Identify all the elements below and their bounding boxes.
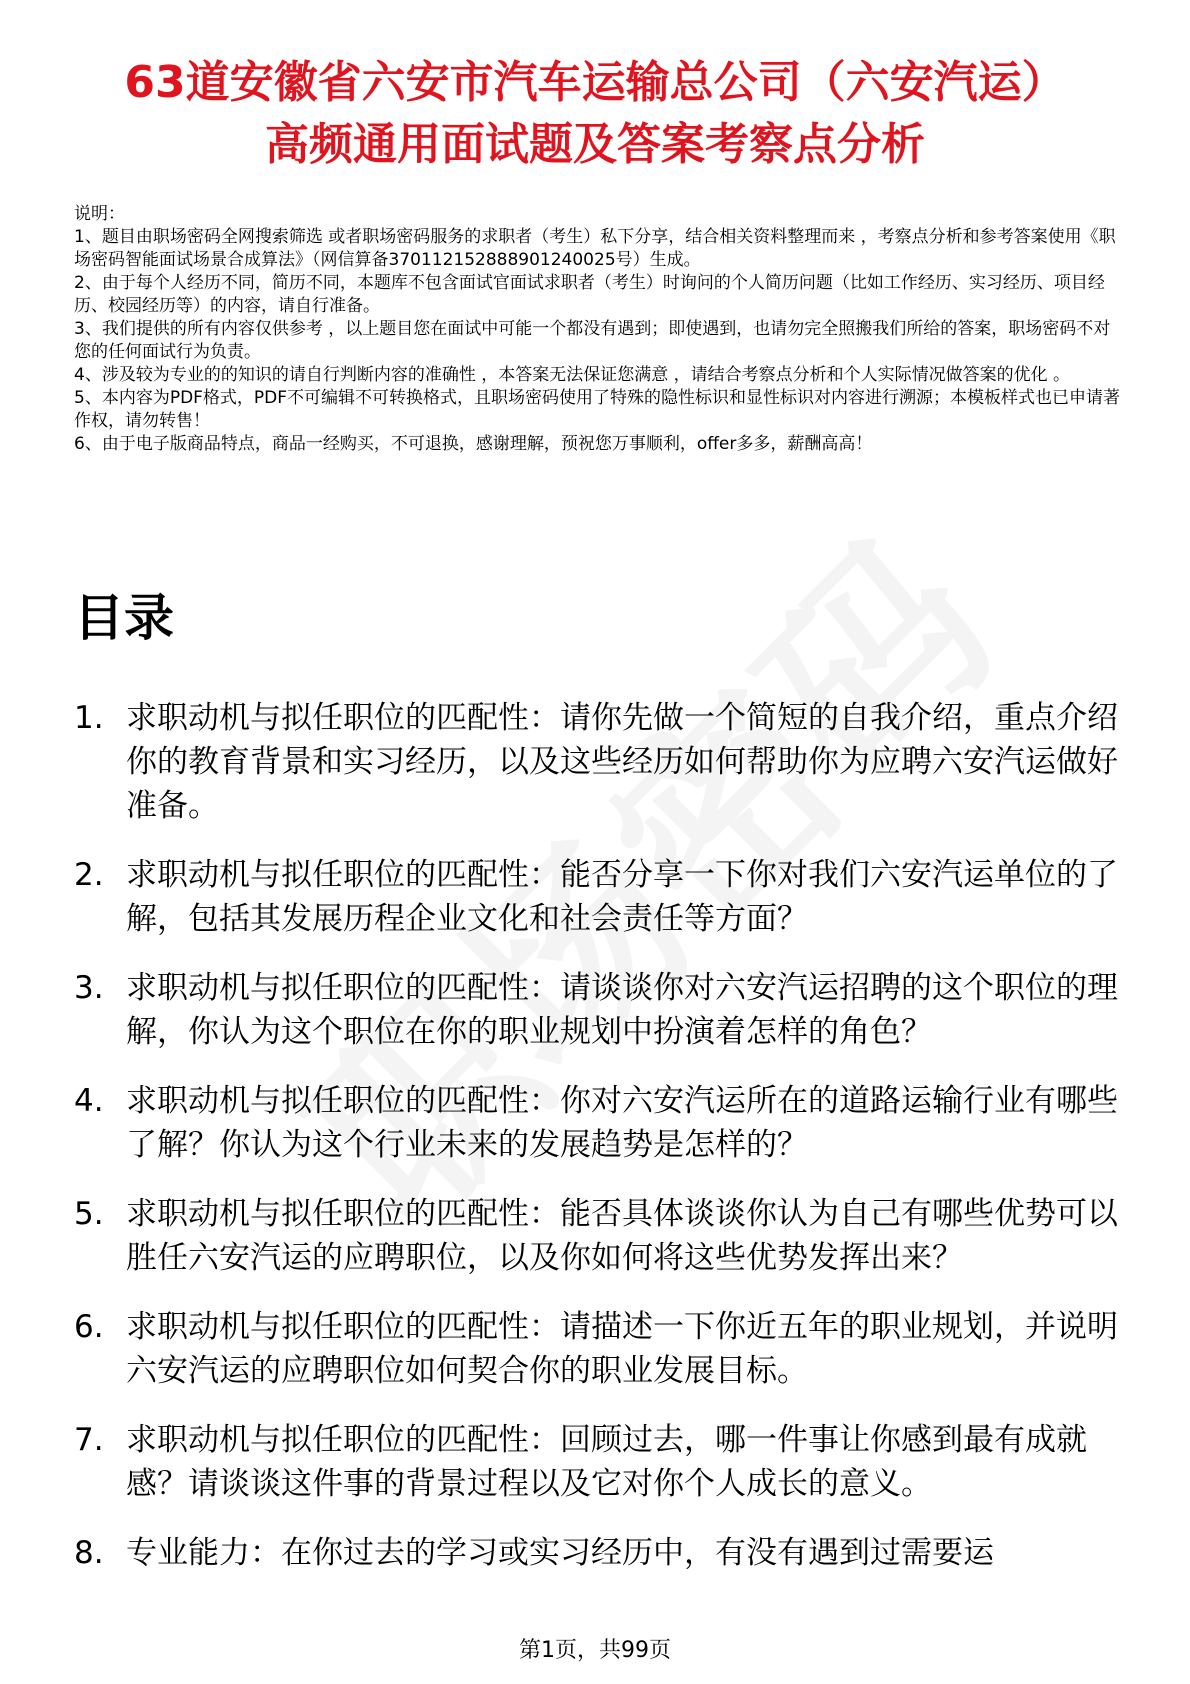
toc-item-text: 求职动机与拟任职位的匹配性：能否具体谈谈你认为自己有哪些优势可以胜任六安汽运的应聘职位，以及你如何将这些优势发挥出来？ bbox=[126, 1196, 1118, 1276]
toc-item-number: 6. bbox=[74, 1309, 104, 1345]
toc-item bbox=[74, 966, 1120, 1054]
toc-item-text: 求职动机与拟任职位的匹配性：请描述一下你近五年的职业规划，并说明六安汽运的应聘职位如何契合你的职业发展目标。 bbox=[126, 1309, 1118, 1389]
toc-item bbox=[74, 1305, 1120, 1393]
notes-section bbox=[74, 203, 1124, 456]
toc-item bbox=[74, 1418, 1120, 1506]
document-title: 63道安徽省六安市汽车运输总公司（六安汽运）高频通用面试题及答案考察点分析 bbox=[124, 57, 1066, 170]
notes-line: 2、由于每个人经历不同，简历不同，本题库不包含面试官面试求职者（考生）时询问的个人简历问题（比如工作经历、实习经历、项目经历、校园经历等）的内容，请自行准备。 bbox=[74, 273, 1105, 316]
toc-item-text: 求职动机与拟任职位的匹配性：请你先做一个简短的自我介绍，重点介绍你的教育背景和实习经历，以及这些经历如何帮助你为应聘六安汽运做好准备。 bbox=[126, 700, 1118, 824]
notes-line: 1、题目由职场密码全网搜索筛选 或者职场密码服务的求职者（考生）私下分享，结合相关资料整理而来 ，考察点分析和参考答案使用《职场密码智能面试场景合成算法》（网信算备370112152888901240025号）生成。 bbox=[74, 227, 1116, 270]
toc-item-number: 1. bbox=[74, 700, 104, 736]
toc-item-number: 8. bbox=[74, 1535, 104, 1571]
toc-list bbox=[74, 696, 1120, 1600]
toc-item-text: 专业能力：在你过去的学习或实习经历中，有没有遇到过需要运 bbox=[126, 1535, 994, 1571]
toc-item-number: 2. bbox=[74, 857, 104, 893]
toc-item-number: 7. bbox=[74, 1422, 104, 1458]
toc-item bbox=[74, 853, 1120, 941]
notes-line: 3、我们提供的所有内容仅供参考 ，以上题目您在面试中可能一个都没有遇到；即使遇到，也请勿完全照搬我们所给的答案，职场密码不对您的任何面试行为负责。 bbox=[74, 319, 1111, 362]
toc-item bbox=[74, 1079, 1120, 1167]
toc-item-number: 3. bbox=[74, 970, 104, 1006]
notes-line: 4、涉及较为专业的的知识的请自行判断内容的准确性 ，本答案无法保证您满意 ，请结合考察点分析和个人实际情况做答案的优化 。 bbox=[74, 365, 1071, 385]
toc-heading: 目录 bbox=[74, 589, 174, 647]
notes-line: 6、由于电子版商品特点，商品一经购买，不可退换，感谢理解，预祝您万事顺利，offer多多，薪酬高高！ bbox=[74, 434, 873, 454]
notes-line: 说明： bbox=[74, 204, 125, 224]
toc-item-text: 求职动机与拟任职位的匹配性：回顾过去，哪一件事让你感到最有成就感？请谈谈这件事的背景过程以及它对你个人成长的意义。 bbox=[126, 1422, 1087, 1502]
toc-item bbox=[74, 1531, 1120, 1575]
toc-item-text: 求职动机与拟任职位的匹配性：能否分享一下你对我们六安汽运单位的了解，包括其发展历程企业文化和社会责任等方面？ bbox=[126, 857, 1118, 937]
toc-item-text: 求职动机与拟任职位的匹配性：你对六安汽运所在的道路运输行业有哪些了解？你认为这个行业未来的发展趋势是怎样的？ bbox=[126, 1083, 1118, 1163]
notes-line: 5、本内容为PDF格式，PDF不可编辑不可转换格式，且职场密码使用了特殊的隐性标识和显性标识对内容进行溯源；本模板样式也已申请著作权，请勿转售！ bbox=[74, 388, 1121, 431]
toc-item-text: 求职动机与拟任职位的匹配性：请谈谈你对六安汽运招聘的这个职位的理解，你认为这个职位在你的职业规划中扮演着怎样的角色？ bbox=[126, 970, 1118, 1050]
toc-item bbox=[74, 1192, 1120, 1280]
toc-item bbox=[74, 696, 1120, 828]
page-footer: 第1页，共99页 bbox=[519, 1638, 671, 1663]
toc-item-number: 4. bbox=[74, 1083, 104, 1119]
toc-item-number: 5. bbox=[74, 1196, 104, 1232]
